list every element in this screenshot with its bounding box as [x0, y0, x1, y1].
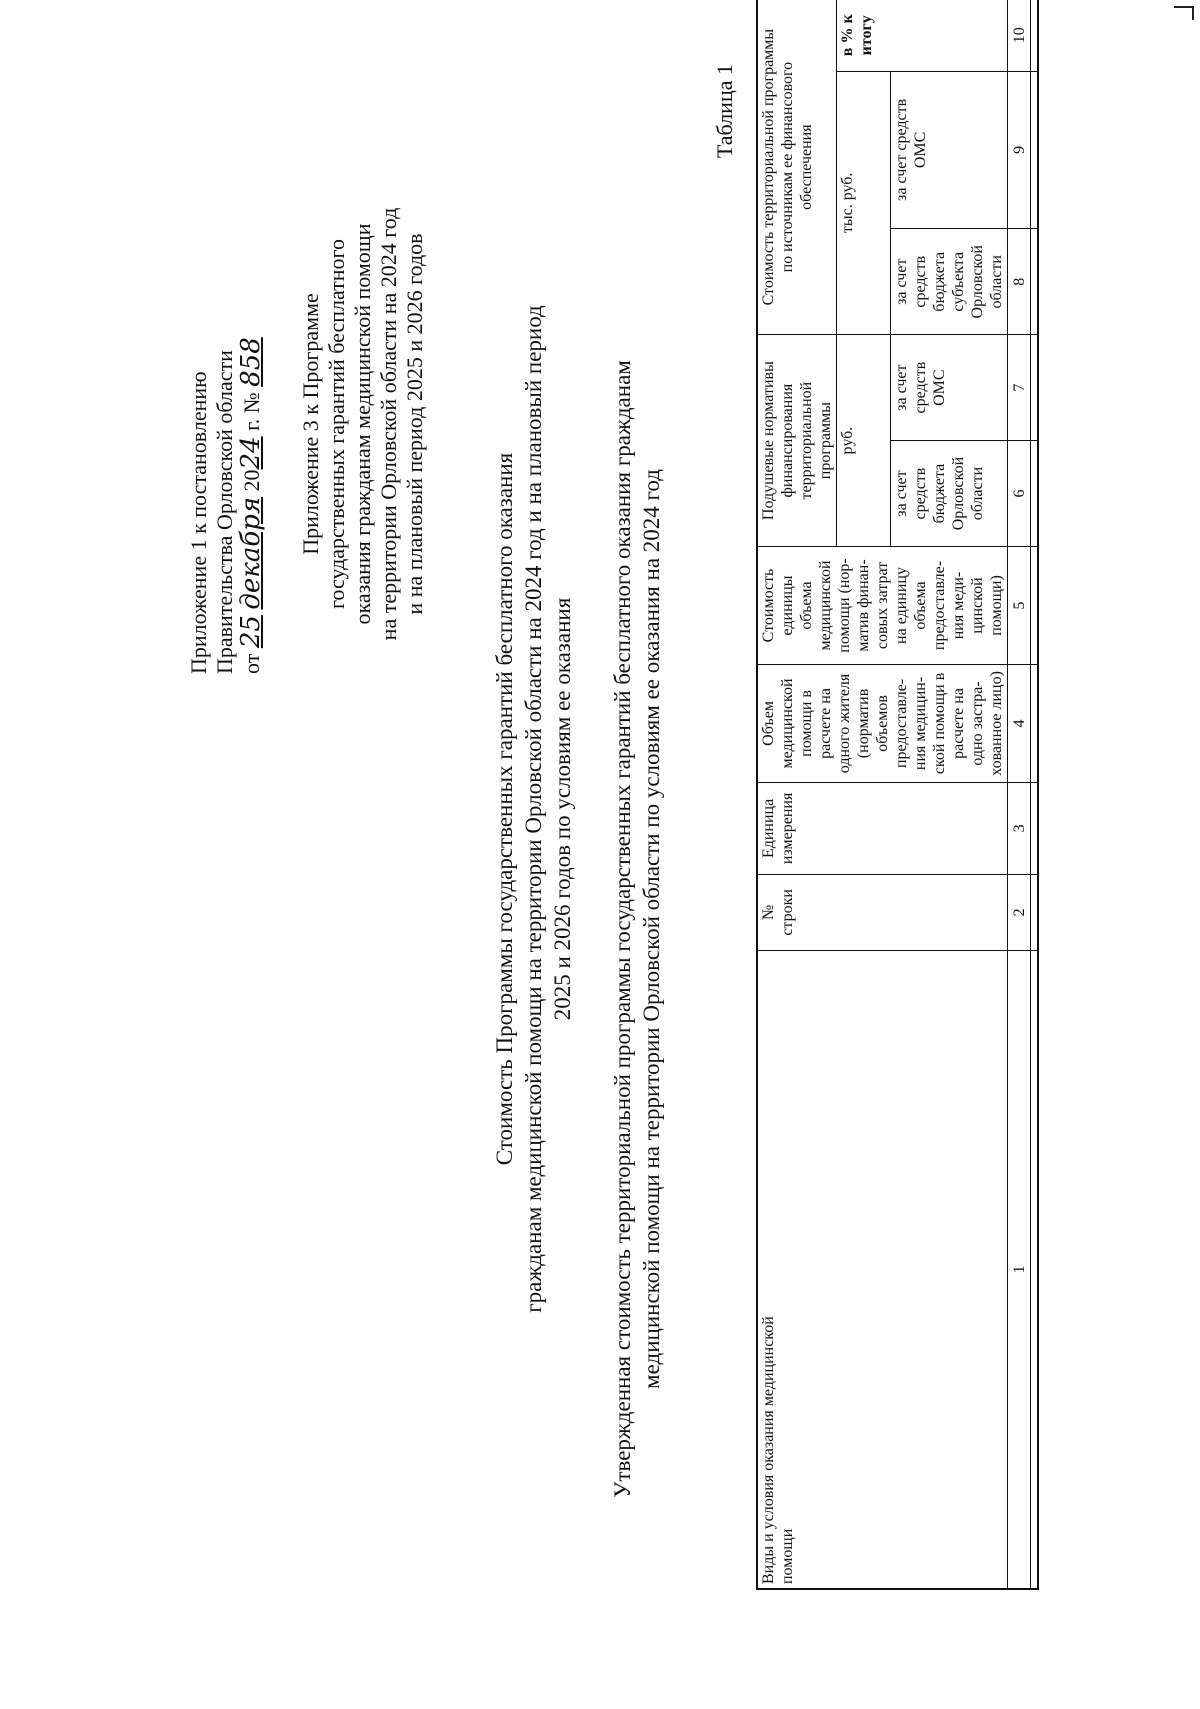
header-types-conditions: Виды и условия оказания медицинской помощи	[757, 950, 1008, 1589]
program-line: государственных гарантий бесплатного	[324, 238, 349, 610]
column-number: 3	[1008, 782, 1031, 874]
column-number: 9	[1008, 71, 1031, 229]
appendix-line-1: Приложение 1 к постановлению	[186, 371, 211, 674]
document-number: 858	[236, 337, 266, 387]
program-line: и на плановый период 2025 и 2026 годов	[402, 233, 427, 615]
appendix-date-line	[238, 114, 265, 674]
number-label: г. №	[239, 392, 264, 431]
header-oms-cost: за счет средств ОМС	[891, 71, 1008, 229]
table-label: Таблица 1	[712, 64, 737, 159]
program-appendix-block	[298, 144, 428, 704]
header-budget-cost: за счет средств бюджета субъекта Орловской области	[891, 229, 1008, 335]
date-month: декабря	[236, 496, 266, 610]
header-program-cost: Стоимость территориальной программы по источникам ее финансового обеспечения	[757, 0, 837, 335]
corner-mark	[1174, 6, 1194, 20]
column-number: 5	[1008, 547, 1031, 665]
title-line: 2025 и 2026 годов по условиям ее оказания	[550, 597, 575, 1021]
column-number: 6	[1008, 441, 1031, 547]
table-row	[1031, 0, 1039, 1589]
header-row-number: № строки	[757, 874, 1008, 950]
header-per-capita: Подушевые нормативы финансирования территориальной программы	[757, 335, 837, 547]
title-line: Стоимость Программы государственных гарантий бесплатного оказания	[492, 452, 517, 1166]
column-number: 8	[1008, 229, 1031, 335]
date-day: 25	[236, 615, 266, 649]
header-unit: Единица измерения	[757, 782, 1008, 874]
header-oms-per-capita: за счет средств ОМС	[891, 335, 1008, 441]
header-budget-per-capita: за счет средств бюджета Орловской области	[891, 441, 1008, 547]
column-numbers-row	[1008, 0, 1031, 1589]
header-row-1	[757, 0, 837, 1589]
subtitle-line: Утвержденная стоимость территориальной программы государственных гарантий бесплатного оказания гражданам	[610, 360, 635, 1498]
column-number: 4	[1008, 664, 1031, 782]
date-prefix: от	[239, 653, 264, 674]
program-line: на территории Орловской области на 2024 год	[376, 207, 401, 641]
appendix-line-2: Правительства Орловской области	[212, 350, 237, 674]
header-unit-cost: Стоимость единицы объема медицинской помощи (нор- матив финан- совых затрат на единицу объема предоставле- ния меди- цинской помощи)	[757, 547, 1008, 665]
column-number: 7	[1008, 335, 1031, 441]
header-percent: в % к итогу	[837, 0, 1008, 71]
header-unit-rub: руб.	[837, 335, 891, 547]
column-number: 10	[1008, 0, 1031, 71]
document-subtitle	[608, 259, 666, 1599]
year-suffix: 24	[236, 436, 266, 470]
header-unit-thousand-rub: тыс. руб.	[837, 71, 891, 335]
subtitle-line: медицинской помощи на территории Орловской области по условиям ее оказания на 2024 год	[639, 469, 664, 1389]
program-line: Приложение 3 к Программе	[298, 293, 323, 555]
program-line: оказания гражданам медицинской помощи	[350, 223, 375, 625]
column-number: 1	[1008, 950, 1031, 1589]
cost-table	[756, 0, 1039, 1590]
year-prefix: 20	[239, 469, 264, 492]
title-line: гражданам медицинской помощи на территории Орловской области на 2024 год и на плановый период	[521, 305, 546, 1313]
appendix-block	[186, 114, 265, 674]
document-title	[490, 159, 577, 1459]
header-volume: Объем медицинской помощи в расчете на одного жителя (норматив объемов предоставле- ния медицин- ской помощи в расчете на одно застра- хованное лицо)	[757, 664, 1008, 782]
column-number: 2	[1008, 874, 1031, 950]
